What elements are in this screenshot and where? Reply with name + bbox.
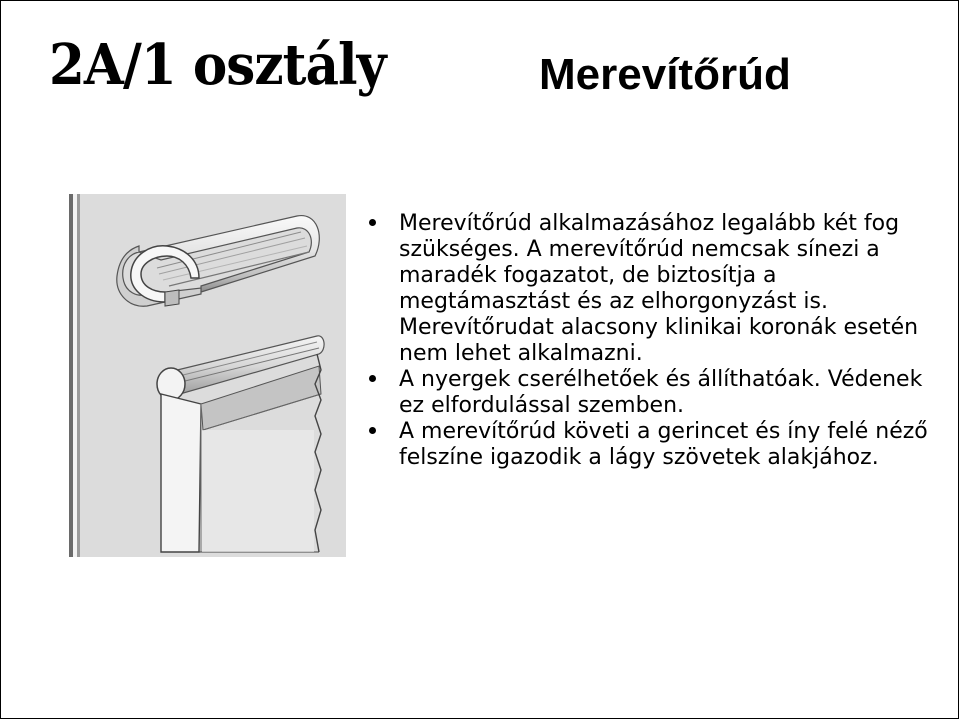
- bullet-item: [369, 211, 929, 367]
- bullet-list: [369, 211, 929, 471]
- bullet-text: Merevítőrúd alkalmazásához legalább két fog szükséges. A merevítőrúd nemcsak sínezi a maradék fogazatot, de biztosítja a megtámasztást és az elhorgonyzást is. Merevítőrudat alacsony klinikai koronák esetén nem lehet alkalmazni.: [399, 211, 919, 366]
- bullet-dot-icon: [369, 219, 376, 226]
- bullet-dot-icon: [369, 427, 376, 434]
- bullet-text: A nyergek cserélhetőek és állíthatóak. Védenek ez elfordulással szemben.: [399, 367, 923, 418]
- slide-title: Merevítőrúd: [539, 50, 791, 99]
- class-title: 2A/1 osztály: [49, 32, 386, 98]
- bullet-item: [369, 367, 929, 419]
- bullet-item: [369, 419, 929, 471]
- bullet-dot-icon: [369, 375, 376, 382]
- left-stripe-light: [73, 194, 77, 557]
- bullet-text: A merevítőrúd követi a gerincet és íny felé néző felszíne igazodik a lágy szövetek alakjához.: [399, 419, 928, 470]
- bar-attachment-illustration: [69, 194, 346, 557]
- left-stripe-mid: [77, 194, 80, 557]
- left-stripe-dark: [69, 194, 73, 557]
